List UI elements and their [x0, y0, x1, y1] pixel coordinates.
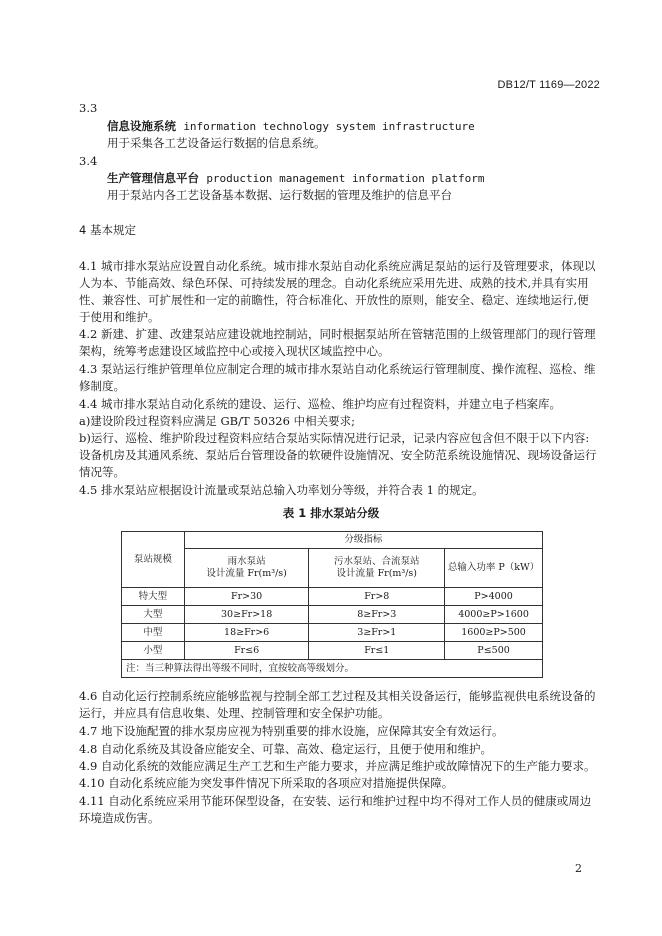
paragraph-line: 人为本、节能高效、绿色环保、可持续发展的理念。自动化系统应采用先进、成熟的技术,并具有实用 [79, 276, 589, 290]
cell-scale: 特大型 [122, 588, 185, 606]
term-definition: 用于采集各工艺设备运行数据的信息系统。 [107, 136, 326, 150]
term-definition: 用于泵站内各工艺设备基本数据、运行数据的管理及维护的信息平台 [107, 188, 452, 202]
pump-station-grade-table [121, 531, 543, 678]
header-line: 设计流量 Fr(m³/s) [336, 568, 418, 579]
table-row [122, 606, 543, 624]
cell-rain: 30≥Fr>18 [184, 606, 309, 624]
table-note: 注：当三种算法得出等级不同时，宜按较高等级划分。 [122, 660, 543, 678]
paragraph-line: 4.5 排水泵站应根据设计流量或泵站总输入功率划分等级，并符合表 1 的规定。 [79, 483, 484, 497]
term-zh: 信息设施系统 [107, 119, 176, 133]
cell-power: 4000≥P>1600 [445, 606, 543, 624]
header-line: 雨水泵站 [227, 556, 266, 567]
cell-power: P>4000 [445, 588, 543, 606]
header-line: 设计流量 Fr(m³/s) [206, 568, 287, 579]
table-row [122, 624, 543, 642]
paragraph-line: 4.7 地下设施配置的排水泵房应视为特别重要的排水设施，应保障其安全有效运行。 [79, 724, 504, 738]
cell-sewage: Fr>8 [309, 588, 445, 606]
paragraph-line: 4.4 城市排水泵站自动化系统的建设、运行、巡检、维护均应有过程资料，并建立电子档案库。 [79, 397, 561, 411]
paragraph-line: 性、兼容性、可扩展性和一定的前瞻性，符合标准化、开放性的原则，能安全、稳定、连续地运行,便 [79, 293, 589, 307]
table-header-power: 总输入功率 P（kW） [445, 549, 543, 588]
cell-sewage: Fr≤1 [309, 642, 445, 660]
paragraph-line: 设备机房及其通风系统、泵站后台管理设备的软硬件设施情况、安全防范系统设施情况、现场设备运行 [79, 448, 597, 462]
cell-rain: Fr≤6 [184, 642, 309, 660]
cell-scale: 大型 [122, 606, 185, 624]
table-header-sewage [309, 549, 445, 588]
cell-rain: 18≥Fr>6 [184, 624, 309, 642]
term-title [107, 118, 475, 135]
paragraph-line: a)建设阶段过程资料应满足 GB/T 50326 中相关要求; [79, 414, 355, 428]
table-header-group: 分级指标 [184, 532, 542, 549]
paragraph-line: 情况等。 [79, 465, 125, 479]
term-number: 3.3 [79, 101, 98, 115]
term-number: 3.4 [79, 154, 98, 168]
cell-power: P≤500 [445, 642, 543, 660]
table-header-scale: 泵站规模 [122, 532, 185, 588]
paragraph-line: 修制度。 [79, 379, 125, 393]
cell-scale: 小型 [122, 642, 185, 660]
table-row [122, 588, 543, 606]
term-en: production management information platform [206, 172, 485, 185]
paragraph-line: 环境造成伤害。 [79, 811, 160, 825]
paragraph-line: 4.10 自动化系统应能为突发事件情况下所采取的各项应对措施提供保障。 [79, 776, 454, 790]
table-header-rain [184, 549, 309, 588]
paragraph-line: 4.9 自动化系统的效能应满足生产工艺和生产能力要求，并应满足维护或故障情况下的生产能力要求。 [79, 759, 596, 773]
table-row [122, 642, 543, 660]
paragraph-line: 4.8 自动化系统及其设备应能安全、可靠、高效、稳定运行，且便于使用和维护。 [79, 742, 492, 756]
paragraph-line: b)运行、巡检、维护阶段过程资料应结合泵站实际情况进行记录，记录内容应包含但不限于以下内容: [79, 431, 590, 445]
paragraph-line: 4.1 城市排水泵站应设置自动化系统。城市排水泵站自动化系统应满足泵站的运行及管理要求，体现以 [79, 259, 596, 273]
cell-power: 1600≥P>500 [445, 624, 543, 642]
cell-scale: 中型 [122, 624, 185, 642]
cell-rain: Fr>30 [184, 588, 309, 606]
cell-sewage: 8≥Fr>3 [309, 606, 445, 624]
paragraph-line: 4.2 新建、扩建、改建泵站应建设就地控制站，同时根据泵站所在管辖范围的上级管理部门的现行管理 [79, 327, 596, 341]
paragraph-line: 运行，并应具有信息收集、处理、控制管理和安全保护功能。 [79, 706, 390, 720]
cell-sewage: 3≥Fr>1 [309, 624, 445, 642]
paragraph-line: 4.6 自动化运行控制系统应能够监视与控制全部工艺过程及其相关设备运行，能够监视供电系统设备的 [79, 689, 596, 703]
header-line: 污水泵站、合流泵站 [334, 556, 420, 567]
paragraph-line: 4.11 自动化系统应采用节能环保型设备，在安装、运行和维护过程中均不得对工作人员的健康或周边 [79, 794, 592, 808]
paragraph-line: 架构，统筹考虑建设区域监控中心或接入现状区域监控中心。 [79, 344, 390, 358]
term-en: information technology system infrastructure [183, 120, 475, 133]
paragraph-line: 于使用和维护。 [79, 310, 160, 324]
term-zh: 生产管理信息平台 [107, 171, 199, 185]
paragraph-line: 4.3 泵站运行维护管理单位应制定合理的城市排水泵站自动化系统运行管理制度、操作流程、巡检、维 [79, 362, 596, 376]
document-number: DB12/T 1169—2022 [497, 79, 600, 91]
table-caption: 表 1 排水泵站分级 [282, 506, 380, 520]
page-number: 2 [575, 862, 582, 875]
term-title [107, 170, 484, 187]
section-heading: 4 基本规定 [79, 223, 136, 237]
